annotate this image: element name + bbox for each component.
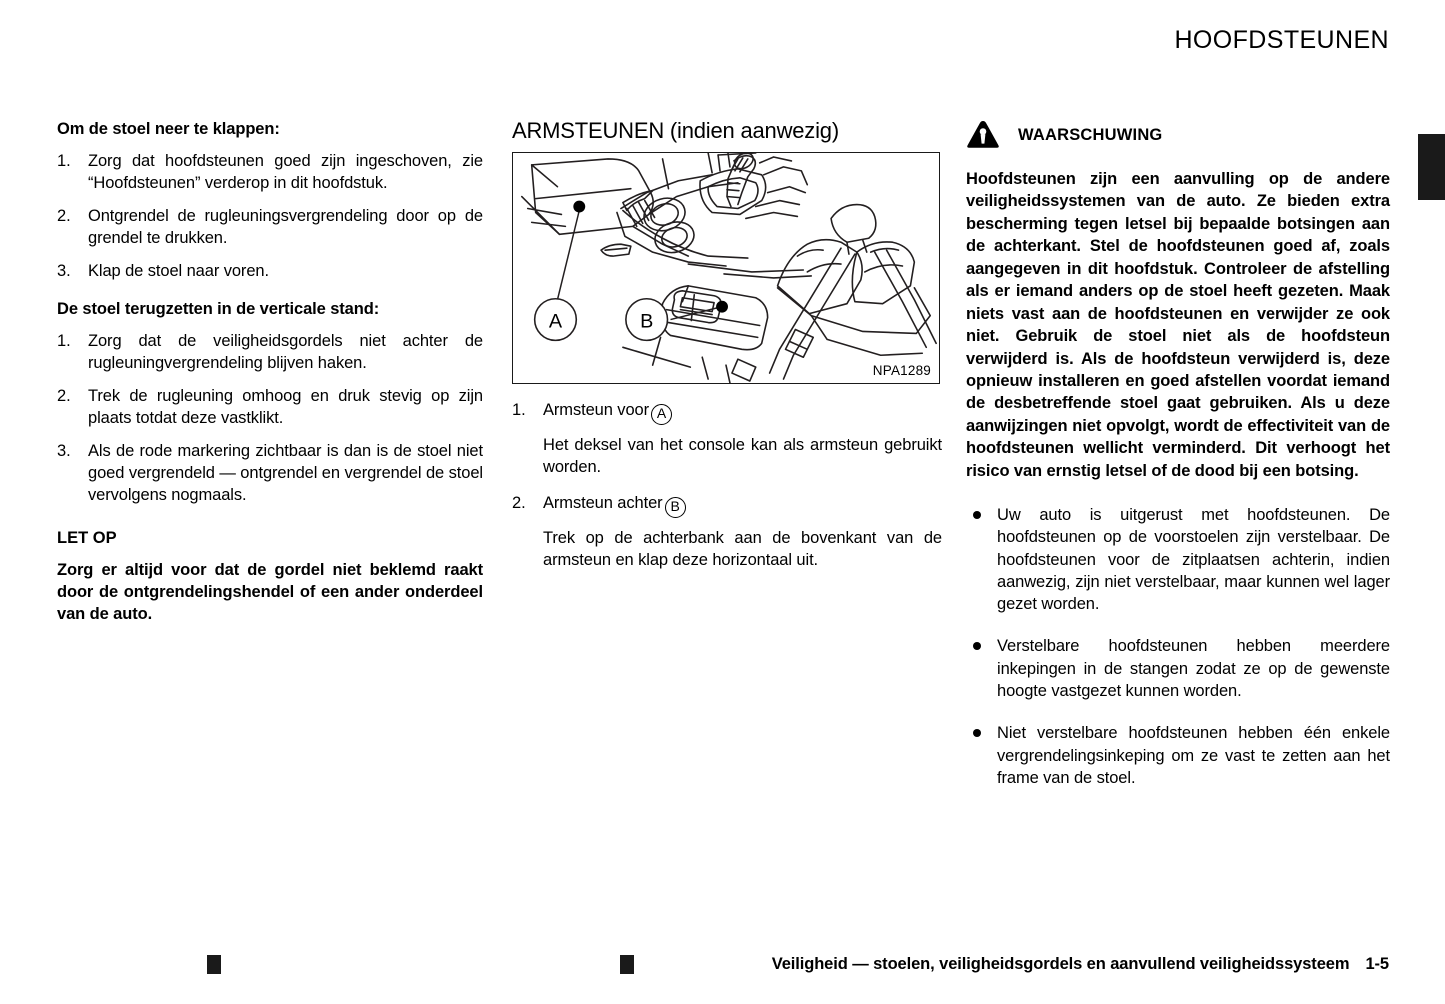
list-text: Verstelbare hoofdsteunen hebben meerdere inkepingen in de stangen zodat ze op de gewenste hoogte vastgezet kunnen worden. <box>997 637 1390 700</box>
list-text: Klap de stoel naar voren. <box>88 261 269 280</box>
callout-b-point <box>716 301 728 313</box>
armrests-section-title: ARMSTEUNEN (indien aanwezig) <box>512 118 839 143</box>
warning-triangle-icon <box>966 120 1000 150</box>
right-column <box>966 118 1390 789</box>
list-subtext: Trek op de achterbank aan de bovenkant van de armsteun en klap deze horizontaal uit. <box>543 529 942 570</box>
footer-text-group <box>772 955 1389 974</box>
figure-code: NPA1289 <box>872 363 931 379</box>
footer-page-number: 1-5 <box>1365 955 1389 973</box>
list-number: 3. <box>57 261 71 280</box>
middle-column <box>512 118 942 582</box>
list-text: Zorg dat de veiligheidsgordels niet achter de rugleuningvergrendeling blijven haken. <box>88 332 483 373</box>
list-number: 2. <box>512 494 526 513</box>
notice-body: Zorg er altijd voor dat de gordel niet beklemd raakt door de ontgrendelingshendel of een ander onderdeel van de auto. <box>57 560 483 623</box>
callout-a-point <box>573 201 585 213</box>
bullet-dot-icon <box>973 729 981 737</box>
list-item <box>57 441 483 507</box>
registration-mark-left <box>207 955 221 974</box>
armrest-illustration-svg <box>513 153 939 383</box>
list-item <box>57 331 483 375</box>
list-item <box>57 261 483 283</box>
fold-seat-steps <box>57 151 483 283</box>
list-text: Niet verstelbare hoofdsteunen hebben één enkele vergrendelingsinkeping om ze vast te zetten aan het frame van de stoel. <box>997 724 1390 787</box>
list-item <box>966 504 1390 615</box>
list-item <box>966 635 1390 702</box>
upright-seat-steps <box>57 331 483 507</box>
armrest-illustration <box>512 152 940 384</box>
inline-marker-b: B <box>665 497 686 518</box>
callout-a-label: A <box>548 310 563 333</box>
armrest-steps <box>512 400 942 572</box>
list-item <box>57 151 483 195</box>
left-heading-fold-seat: Om de stoel neer te klappen: <box>57 120 280 138</box>
warning-header <box>966 118 1390 152</box>
page-columns <box>0 118 1445 928</box>
list-text: Uw auto is uitgerust met hoofdsteunen. De hoofdsteunen op de voorstoelen zijn verstelbaar. De hoofdsteunen voor de zitplaatsen achterin, indien aanwezig, zijn niet verstelbaar, maar kunnen wel lager gezet worden. <box>997 506 1390 614</box>
list-text: Zorg dat hoofdsteunen goed zijn ingeschoven, zie “Hoofdsteunen” verderop in dit hoofdstuk. <box>88 151 483 192</box>
list-number: 3. <box>57 441 71 460</box>
list-number: 1. <box>57 151 71 170</box>
list-item <box>57 206 483 250</box>
warning-label: WAARSCHUWING <box>1018 125 1163 144</box>
notice-title: LET OP <box>57 528 117 547</box>
bullet-dot-icon <box>973 511 981 519</box>
list-item <box>57 386 483 430</box>
list-text: Armsteun achter <box>543 494 663 513</box>
left-column <box>57 118 483 626</box>
list-number: 1. <box>57 332 71 351</box>
list-text: Armsteun voor <box>543 401 649 420</box>
registration-mark-right <box>620 955 634 974</box>
list-subtext: Het deksel van het console kan als armsteun gebruikt worden. <box>543 436 942 477</box>
left-heading-upright-seat: De stoel terugzetten in de verticale stand: <box>57 300 380 319</box>
list-text: Ontgrendel de rugleuningsvergrendeling door op de grendel te drukken. <box>88 206 483 247</box>
inline-marker-a: A <box>651 404 672 425</box>
list-item <box>966 722 1390 789</box>
list-number: 2. <box>57 387 71 406</box>
callout-b-label: B <box>640 310 654 333</box>
headrest-bullets <box>966 504 1390 789</box>
list-item <box>512 493 942 572</box>
list-text: Als de rode markering zichtbaar is dan is de stoel niet goed vergrendeld — ontgrendel en vergrendel de stoel vervolgens nogmaals. <box>88 441 483 504</box>
warning-body: Hoofdsteunen zijn een aanvulling op de andere veiligheidssystemen van de auto. Ze bieden extra bescherming tegen letsel bij bepaalde botsingen aan de achterkant. Stel de hoofdsteunen goed af, zoals aangegeven in dit hoofdstuk. Controleer de afstelling als er iemand anders op de stoel heeft gezeten. Maak niets vast aan de hoofdsteunen en verwijder ze ook niet. Gebruik de stoel niet als de hoofdsteun verwijderd is. Als de hoofdsteun verwijderd is, deze opnieuw installeren en goed afstellen voordat iemand de desbetreffende stoel gaat gebruiken. Als u deze aanwijzingen niet opvolgt, wordt de effectiviteit van de hoofdsteunen wellicht verminderd. Dit verhoogt het risico van ernstig letsel of de dood bij een botsing. <box>966 170 1390 480</box>
bullet-dot-icon <box>973 642 981 650</box>
list-number: 2. <box>57 206 71 225</box>
footer-chapter-title: Veiligheid — stoelen, veiligheidsgordels en aanvullend veiligheidssysteem <box>771 955 1350 973</box>
page-footer <box>0 950 1445 974</box>
list-number: 1. <box>512 401 526 420</box>
list-item <box>512 400 942 479</box>
page-title: HOOFDSTEUNEN <box>1174 26 1389 54</box>
list-text: Trek de rugleuning omhoog en druk stevig op zijn plaats totdat deze vastklikt. <box>88 387 483 428</box>
callout-a-leader <box>557 211 579 300</box>
